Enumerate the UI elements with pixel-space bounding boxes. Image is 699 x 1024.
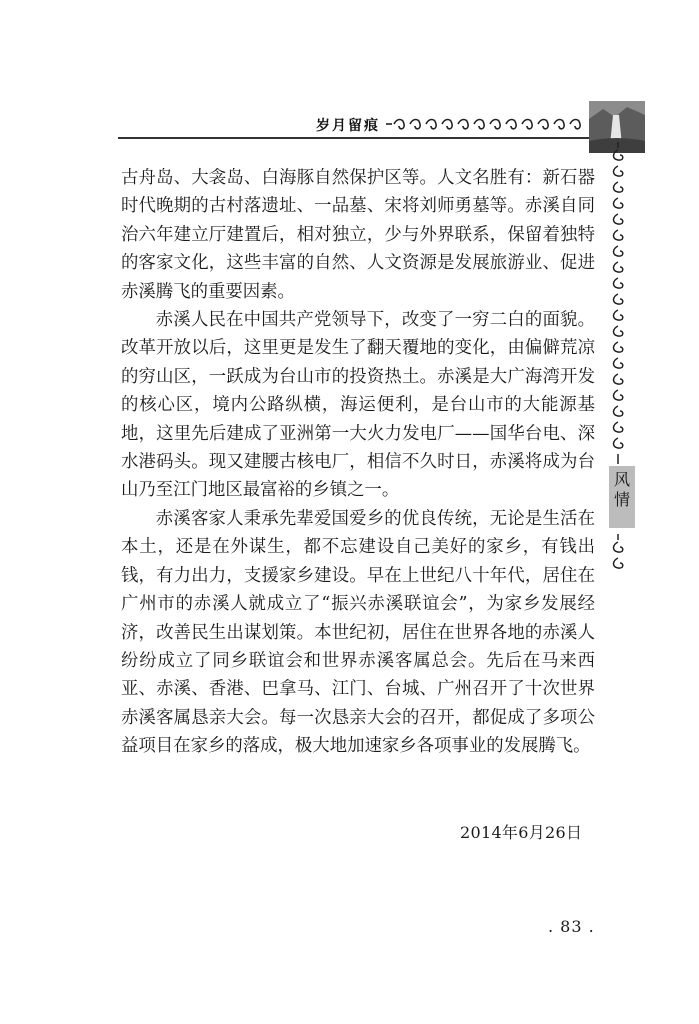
- article-body: [121, 164, 595, 761]
- ornament-rule: [384, 116, 588, 132]
- article-date: 2014年6月26日: [460, 823, 583, 842]
- page-header: [0, 0, 699, 150]
- paragraph-2: 赤溪人民在中国共产党领导下，改变了一穷二白的面貌。改革开放以后，这里更是发生了翻天覆地的变化，由偏僻荒凉的穷山区，一跃成为台山市的投资热土。赤溪是大广海湾开发的核心区，境内公路纵横，海运便利，是台山市的大能源基地，这里先后建成了亚洲第一大火力发电厂——国华台电、深水港码头。现又建腰古核电厂，相信不久时日，赤溪将成为台山乃至江门地区最富裕的乡镇之一。: [121, 310, 595, 501]
- side-tab-char-2: 情: [613, 490, 630, 509]
- header-divider: [118, 137, 613, 139]
- side-tab-label: [609, 466, 635, 528]
- paragraph-3: 赤溪客家人秉承先辈爱国爱乡的优良传统，无论是生活在本土，还是在外谋生，都不忘建设自己美好的家乡，有钱出钱，有力出力，支援家乡建设。早在上世纪八十年代，居住在广州市的赤溪人就成立了“振兴赤溪联谊会”，为家乡发展经济，改善民生出谋划策。本世纪初，居住在世界各地的赤溪人纷纷成立了同乡联谊会和世界赤溪客属总会。先后在马来西亚、赤溪、香港、巴拿马、江门、台城、广州召开了十次世界赤溪客属恳亲大会。每一次恳亲大会的召开，都促成了多项公益项目在家乡的落成，极大地加速家乡各项事业的发展腾飞。: [121, 508, 595, 757]
- paragraph-1: 古舟岛、大衾岛、白海豚自然保护区等。人文名胜有：新石器时代晚期的古村落遗址、一品墓、宋将刘师勇墓等。赤溪自同治六年建立厅建置后，相对独立，少与外界联系，保留着独特的客家文化，这些丰富的自然、人文资源是发展旅游业、促进赤溪腾飞的重要因素。: [121, 168, 595, 302]
- page-number: . 83 .: [548, 917, 595, 936]
- section-title: 岁月留痕: [316, 118, 380, 134]
- side-tab-char-1: 风: [613, 470, 630, 489]
